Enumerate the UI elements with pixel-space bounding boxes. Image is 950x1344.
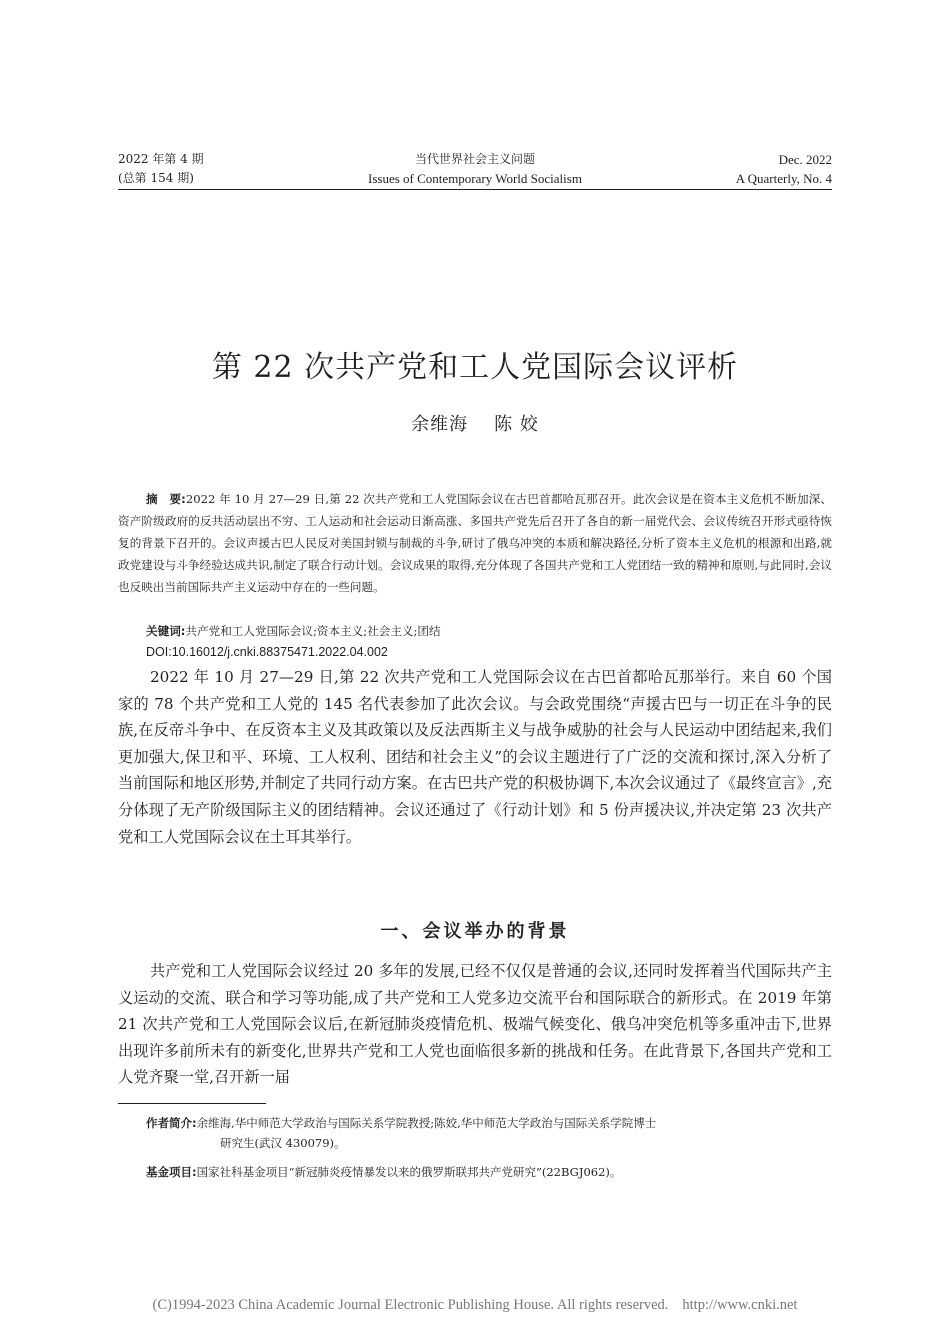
footnote-rule [118,1103,266,1104]
cnki-link[interactable]: http://www.cnki.net [682,1297,798,1313]
abstract [118,488,832,598]
keywords-label: 关键词: [146,624,186,638]
author-list [0,410,950,436]
author-bio-text-cont: 研究生(武汉 430079)。 [220,1136,346,1150]
copyright-text: (C)1994-2023 China Academic Journal Electronic Publishing House. All rights reserved. [152,1297,669,1313]
fund-text: 国家社科基金项目“新冠肺炎疫情暴发以来的俄罗斯联邦共产党研究”(22BGJ062)。 [196,1165,622,1179]
total-issue-number: (总第 154 期) [118,171,194,185]
journal-name-cn: 当代世界社会主义问题 [414,152,535,166]
fund-label: 基金项目: [146,1165,197,1179]
abstract-text: 2022 年 10 月 27—29 日,第 22 次共产党和工人党国际会议在古巴首都哈瓦那召开。此次会议是在资本主义危机不断加深、资产阶级政府的反共活动层出不穷、工人运动和社会运动日渐高涨、多国共产党先后召开了各自的新一届党代会、会议传统召开形式亟待恢复的背景下召开的。会议声援古巴人民反对美国封锁与制裁的斗争,研讨了俄乌冲突的本质和解决路径,分析了资本主义危机的根源和出路,就政党建设与斗争经验达成共识,制定了联合行动计划。会议成果的取得,充分体现了各国共产党和工人党团结一致的精神和原则,与此同时,会议也反映出当前国际共产主义运动中存在的一些问题。 [118,492,832,594]
keywords-text: 共产党和工人党国际会议;资本主义;社会主义;团结 [185,624,441,638]
keywords [146,620,832,642]
issue-date: Dec. 2022 [778,152,832,167]
journal-date-info [736,150,832,188]
abstract-label: 摘 要: [146,492,186,506]
journal-name [300,150,650,188]
author-bio-text: 余维海,华中师范大学政治与国际关系学院教授;陈姣,华中师范大学政治与国际关系学院博士 [196,1116,657,1130]
body-paragraph: 2022 年 10 月 27—29 日,第 22 次共产党和工人党国际会议在古巴首都哈瓦那举行。来自 60 个国家的 78 个共产党和工人党的 145 名代表参加了此次会议。与会政党围绕“声援古巴与一切正在斗争的民族,在反帝斗争中、在反资本主义及其政策以及反法西斯主义与战争威胁的社会与人民运动中团结起来,我们更加强大,保卫和平、环境、工人权利、团结和社会主义”的会议主题进行了广泛的交流和探讨,深入分析了当前国际和地区形势,并制定了共同行动方案。在古巴共产党的积极协调下,本次会议通过了《最终宣言》,充分体现了无产阶级国际主义的团结精神。会议还通过了《行动计划》和 5 份声援决议,并决定第 23 次共产党和工人党国际会议在土耳其举行。 [118,668,832,846]
author-name: 余维海 [411,414,469,435]
author-bio-label: 作者简介: [146,1116,197,1130]
journal-name-en: Issues of Contemporary World Socialism [368,171,582,186]
doi: DOI:10.16012/j.cnki.88375471.2022.04.002 [146,645,388,659]
article-title: 第 22 次共产党和工人党国际会议评析 [211,350,739,386]
issue-number: 2022 年第 4 期 [118,152,204,166]
issue-frequency: A Quarterly, No. 4 [735,171,832,186]
author-name: 陈 姣 [494,414,539,435]
body-paragraph: 共产党和工人党国际会议经过 20 多年的发展,已经不仅仅是普通的会议,还同时发挥着当代国际共产主义运动的交流、联合和学习等功能,成了共产党和工人党多边交流平台和国际联合的新形式。在 2019 年第 21 次共产党和工人党国际会议后,在新冠肺炎疫情危机、极端气候变化、俄乌冲突危机等多重冲击下,世界出现许多前所未有的新变化,世界共产党和工人党也面临很多新的挑战和任务。在此背景下,各国共产党和工人党齐聚一堂,召开新一届 [118,962,832,1087]
section-heading: 一、会议举办的背景 [380,920,570,942]
header-rule [118,189,832,190]
fund-footnote [146,1162,832,1182]
copyright-notice [0,1297,950,1314]
journal-issue-info [118,150,204,188]
author-bio-footnote [146,1113,832,1153]
